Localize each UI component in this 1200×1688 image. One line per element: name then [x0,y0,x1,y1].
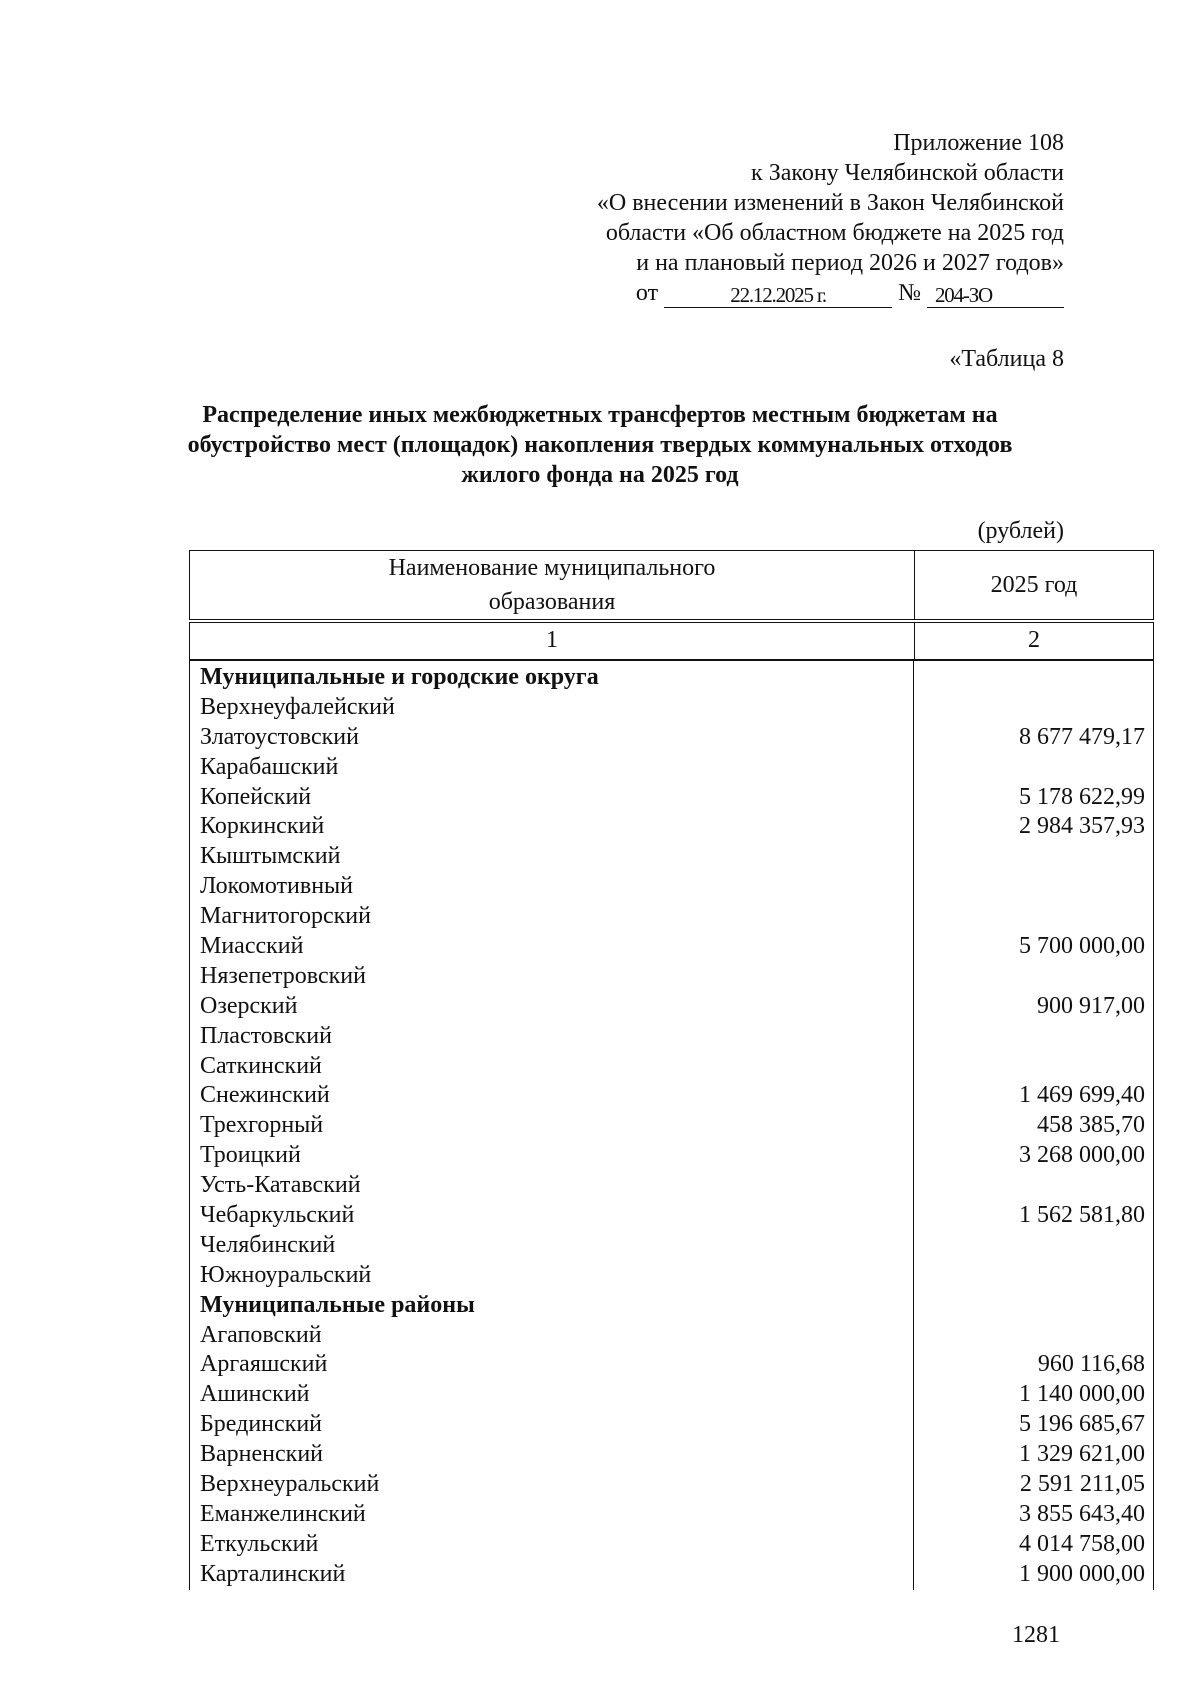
municipality-name: Саткинский [200,1052,322,1079]
amount-value: 2 984 357,93 [1019,813,1145,840]
table-row [190,902,1153,932]
municipality-name: Пластовский [200,1022,332,1049]
amount-value: 1 140 000,00 [1019,1381,1145,1408]
appendix-header [504,128,1064,308]
municipality-name: Брединский [200,1411,323,1438]
municipality-name: Снежинский [200,1082,330,1109]
table-row [190,753,1153,783]
table-row [190,1111,1153,1141]
municipality-name: Трехгорный [200,1112,324,1139]
municipality-name: Златоустовский [200,723,359,750]
municipality-name: Миасский [200,933,304,960]
header-year: 2025 год [990,571,1078,598]
amount-value [915,962,1153,992]
page-number: 1281 [1012,1622,1060,1648]
municipality-name: Агаповский [200,1321,322,1348]
amount-value: 4 014 758,00 [1019,1530,1145,1557]
table-row [190,1410,1153,1440]
amount-value [915,1052,1153,1082]
amount-value: 5 196 685,67 [1019,1411,1145,1438]
municipality-name: Южноуральский [200,1261,372,1288]
amount-value: 1 562 581,80 [1019,1202,1145,1229]
amount-value: 1 469 699,40 [1019,1082,1145,1109]
amount-value [915,902,1153,932]
table-header [189,550,1154,620]
table-row [190,1321,1153,1351]
title-line: Распределение иных межбюджетных трансфертов местным бюджетам на [202,402,998,428]
amount-value: 3 855 643,40 [1019,1500,1145,1527]
table-row [190,1052,1153,1082]
municipality-name: Нязепетровский [200,962,366,989]
municipality-name: Верхнеуральский [200,1471,380,1498]
table-row [190,1350,1153,1380]
municipality-name: Магнитогорский [200,903,371,930]
amount-value: 5 178 622,99 [1019,783,1145,810]
distribution-table [189,550,1154,1590]
municipality-name: Челябинский [200,1231,336,1258]
municipality-name: Копейский [200,783,312,810]
header-municipality: Наименование муниципального образования [190,551,915,619]
municipality-name: Усть-Катавский [200,1172,361,1199]
amount-value [915,1291,1153,1321]
municipality-name: Локомотивный [200,873,354,900]
amount-value: 2 591 211,05 [1019,1471,1145,1498]
municipality-name: Аргаяшский [200,1351,328,1378]
municipality-name: Озерский [200,992,298,1019]
table-row [190,992,1153,1022]
amount-value: 1 900 000,00 [1019,1560,1145,1587]
from-label: от [635,280,659,306]
table-row [190,1231,1153,1261]
amount-value: 960 116,68 [1037,1351,1145,1378]
municipality-name: Ашинский [200,1381,310,1408]
municipality-name: Чебаркульский [200,1202,355,1229]
amount-value: 5 700 000,00 [1019,933,1145,960]
amount-value: 458 385,70 [1037,1112,1145,1139]
amount-value [915,1231,1153,1261]
title-line: жилого фонда на 2025 год [461,462,739,488]
municipality-name: Еткульский [200,1530,319,1557]
amount-value [915,1261,1153,1291]
table-row [190,1470,1153,1500]
table-row [190,842,1153,872]
amount-value [915,872,1153,902]
document-title [160,400,1040,490]
amount-value [915,1022,1153,1052]
column-number-2: 2 [1028,627,1040,653]
appendix-line: области «Об областном бюджете на 2025 год [605,220,1064,246]
table-row [190,932,1153,962]
table-row [190,1530,1153,1560]
table-row [190,1560,1153,1590]
table-label: «Таблица 8 [949,346,1064,372]
amount-value: 8 677 479,17 [1019,723,1145,750]
table-body [189,660,1154,1590]
table-row [190,1440,1153,1470]
table-row [190,962,1153,992]
table-row [190,812,1153,842]
law-reference-line [504,278,1064,308]
table-row [190,1500,1153,1530]
amount-value [915,753,1153,783]
appendix-line: «О внесении изменений в Закон Челябинской [596,190,1064,216]
municipality-name: Кыштымский [200,843,341,870]
table-row [190,693,1153,723]
municipality-name: Коркинский [200,813,325,840]
amount-value [915,693,1153,723]
law-date: 22.12.2025 г. [664,283,892,308]
amount-value: 900 917,00 [1037,992,1145,1019]
municipality-name: Варненский [200,1441,323,1468]
table-row [190,1022,1153,1052]
appendix-line: Приложение 108 [893,130,1064,156]
table-row [190,783,1153,813]
municipality-name: Карабашский [200,753,339,780]
table-row [190,1380,1153,1410]
table-row [190,1141,1153,1171]
municipality-name: Верхнеуфалейский [200,693,395,720]
section-row [190,1291,1153,1321]
section-row [190,663,1153,693]
amount-value [915,1321,1153,1351]
municipality-name: Троицкий [200,1142,301,1169]
table-row [190,1201,1153,1231]
table-row [190,723,1153,753]
law-number: 204-ЗО [927,283,1064,308]
column-number-row [189,622,1154,660]
amount-value: 3 268 000,00 [1019,1142,1145,1169]
title-line: обустройство мест (площадок) накопления твердых коммунальных отходов [187,432,1013,458]
municipality-name: Карталинский [200,1560,346,1587]
appendix-line: к Закону Челябинской области [751,160,1064,186]
section-title: Муниципальные районы [200,1291,475,1318]
section-title: Муниципальные и городские округа [200,664,599,690]
table-row [190,1261,1153,1291]
table-row [190,1081,1153,1111]
amount-value [915,663,1153,693]
units-label: (рублей) [977,518,1064,544]
number-label: № [898,280,921,306]
appendix-line: и на плановый период 2026 и 2027 годов» [636,250,1064,276]
amount-value [915,842,1153,872]
table-row [190,1171,1153,1201]
column-number-1: 1 [190,623,915,659]
amount-value: 1 329 621,00 [1019,1441,1145,1468]
municipality-name: Еманжелинский [200,1500,366,1527]
table-row [190,872,1153,902]
amount-value [915,1171,1153,1201]
